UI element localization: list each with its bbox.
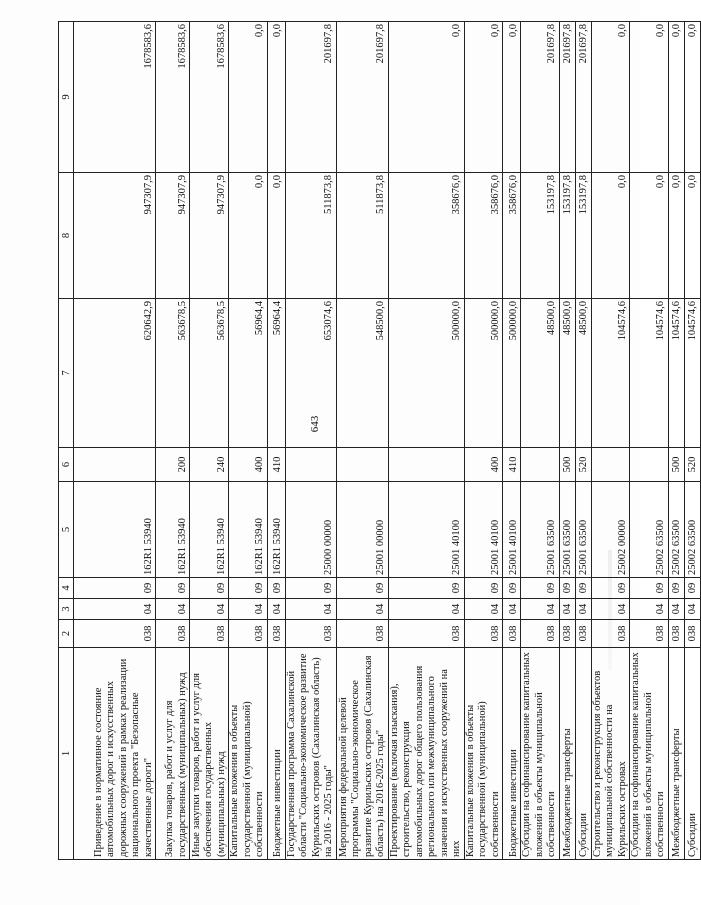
section-cell: 04 — [74, 599, 156, 620]
row-name-cell: Мероприятия федеральной целевой программы "Социально-экономическое развитие Курильских островов (Сахалинская область) на 2016-2025 годы" — [336, 648, 388, 860]
expense-type-cell: 240 — [190, 448, 229, 482]
amount-year3-cell: 1678583,6 — [74, 22, 156, 173]
row-name-cell: Государственная программа Сахалинской области "Социально-экономическое развитие Курильских островов (Сахалинская область) на 2016 - 2025 годы" — [285, 648, 336, 860]
target-code-cell: 162R1 53940 — [229, 482, 268, 578]
row-name-cell: Строительство и реконструкция объектов муниципальной собственности на Курильских островах — [591, 648, 630, 860]
amount-year3-cell: 201697,8 — [559, 22, 575, 173]
table-row — [336, 22, 388, 860]
row-name-cell: Межбюджетные трансферты — [668, 648, 684, 860]
amount-year1-cell: 548500,0 — [336, 299, 388, 448]
amount-year2-cell: 153197,8 — [521, 173, 560, 299]
budget-table — [58, 21, 701, 860]
amount-year2-cell: 153197,8 — [575, 173, 591, 299]
budget-table-container — [58, 22, 698, 860]
column-header: 2 — [59, 620, 74, 648]
row-name-cell: Капитальные вложения в объекты государственной (муниципальной) собственности — [464, 648, 503, 860]
ministry-code-cell: 038 — [190, 620, 229, 648]
table-row — [521, 22, 560, 860]
ministry-code-cell: 038 — [74, 620, 156, 648]
amount-year3-cell: 0,0 — [464, 22, 503, 173]
expense-type-cell: 520 — [684, 448, 700, 482]
subsection-cell: 09 — [591, 578, 630, 599]
target-code-cell: 25001 40100 — [464, 482, 503, 578]
subsection-cell: 09 — [575, 578, 591, 599]
expense-type-cell — [630, 448, 669, 482]
row-name-cell: Иные закупки товаров, работ и услуг для обеспечения государственных (муниципальных) нужд — [190, 648, 229, 860]
amount-year2-cell: 947307,9 — [190, 173, 229, 299]
amount-year2-cell: 0,0 — [591, 173, 630, 299]
subsection-cell: 09 — [503, 578, 521, 599]
target-code-cell: 25002 63500 — [684, 482, 700, 578]
amount-year2-cell: 358676,0 — [464, 173, 503, 299]
table-row — [464, 22, 503, 860]
expense-type-cell — [285, 448, 336, 482]
section-cell: 04 — [229, 599, 268, 620]
expense-type-cell: 500 — [668, 448, 684, 482]
amount-year2-cell: 0,0 — [668, 173, 684, 299]
amount-year2-cell: 947307,9 — [156, 173, 190, 299]
amount-year2-cell: 511873,8 — [285, 173, 336, 299]
column-header: 9 — [59, 22, 74, 173]
amount-year1-cell: 48500,0 — [521, 299, 560, 448]
amount-year3-cell: 1678583,6 — [190, 22, 229, 173]
subsection-cell: 09 — [190, 578, 229, 599]
ministry-code-cell: 038 — [521, 620, 560, 648]
table-row — [668, 22, 684, 860]
ministry-code-cell: 038 — [630, 620, 669, 648]
section-cell: 04 — [559, 599, 575, 620]
target-code-cell: 162R1 53940 — [267, 482, 285, 578]
row-name-cell: Приведение в нормативное состояние автомобильных дорог и искусственных дорожных сооружений в рамках реализации национального проекта "Безопасные качественные дороги" — [74, 648, 156, 860]
ministry-code-cell: 038 — [267, 620, 285, 648]
amount-year1-cell: 104574,6 — [684, 299, 700, 448]
subsection-cell: 09 — [464, 578, 503, 599]
amount-year1-cell: 500000,0 — [388, 299, 464, 448]
expense-type-cell: 410 — [267, 448, 285, 482]
amount-year3-cell: 201697,8 — [285, 22, 336, 173]
target-code-cell: 25001 40100 — [503, 482, 521, 578]
table-row — [575, 22, 591, 860]
target-code-cell: 25002 00000 — [591, 482, 630, 578]
ministry-code-cell: 038 — [559, 620, 575, 648]
subsection-cell: 09 — [559, 578, 575, 599]
table-row — [388, 22, 464, 860]
amount-year3-cell: 0,0 — [267, 22, 285, 173]
amount-year2-cell: 0,0 — [630, 173, 669, 299]
subsection-cell: 09 — [630, 578, 669, 599]
expense-type-cell — [591, 448, 630, 482]
ministry-code-cell: 038 — [503, 620, 521, 648]
amount-year1-cell: 56964,4 — [229, 299, 268, 448]
section-cell: 04 — [336, 599, 388, 620]
table-body — [74, 22, 701, 860]
target-code-cell: 25002 63500 — [630, 482, 669, 578]
subsection-cell: 09 — [267, 578, 285, 599]
subsection-cell: 09 — [229, 578, 268, 599]
table-row — [591, 22, 630, 860]
column-header: 1 — [59, 648, 74, 860]
table-row — [559, 22, 575, 860]
row-name-cell: Бюджетные инвестиции — [267, 648, 285, 860]
expense-type-cell — [336, 448, 388, 482]
amount-year1-cell: 48500,0 — [575, 299, 591, 448]
row-name-cell: Субсидии на софинансирование капитальных вложений в объекты муниципальной собственности — [630, 648, 669, 860]
expense-type-cell: 500 — [559, 448, 575, 482]
amount-year1-cell: 500000,0 — [464, 299, 503, 448]
target-code-cell: 25000 00000 — [285, 482, 336, 578]
column-header: 6 — [59, 448, 74, 482]
row-name-cell: Субсидии — [684, 648, 700, 860]
table-row — [684, 22, 700, 860]
ministry-code-cell: 038 — [336, 620, 388, 648]
subsection-cell: 09 — [285, 578, 336, 599]
row-name-cell: Бюджетные инвестиции — [503, 648, 521, 860]
column-header: 7 — [59, 299, 74, 448]
target-code-cell: 25001 63500 — [521, 482, 560, 578]
amount-year2-cell: 511873,8 — [336, 173, 388, 299]
expense-type-cell — [388, 448, 464, 482]
row-name-cell: Закупка товаров, работ и услуг для государственных (муниципальных) нужд — [156, 648, 190, 860]
section-cell: 04 — [285, 599, 336, 620]
amount-year1-cell: 48500,0 — [559, 299, 575, 448]
amount-year1-cell: 653074,6 — [285, 299, 336, 448]
amount-year2-cell: 947307,9 — [74, 173, 156, 299]
table-row — [190, 22, 229, 860]
amount-year2-cell: 358676,0 — [388, 173, 464, 299]
section-cell: 04 — [388, 599, 464, 620]
ministry-code-cell: 038 — [388, 620, 464, 648]
section-cell: 04 — [156, 599, 190, 620]
ministry-code-cell: 038 — [464, 620, 503, 648]
amount-year1-cell: 563678,5 — [190, 299, 229, 448]
section-cell: 04 — [267, 599, 285, 620]
amount-year2-cell: 0,0 — [229, 173, 268, 299]
amount-year2-cell: 358676,0 — [503, 173, 521, 299]
row-name-cell: Субсидии — [575, 648, 591, 860]
expense-type-cell: 410 — [503, 448, 521, 482]
section-cell: 04 — [668, 599, 684, 620]
amount-year3-cell: 0,0 — [684, 22, 700, 173]
expense-type-cell: 400 — [229, 448, 268, 482]
table-row — [156, 22, 190, 860]
amount-year3-cell: 1678583,6 — [156, 22, 190, 173]
subsection-cell: 09 — [336, 578, 388, 599]
column-header: 4 — [59, 578, 74, 599]
section-cell: 04 — [503, 599, 521, 620]
expense-type-cell: 400 — [464, 448, 503, 482]
amount-year1-cell: 563678,5 — [156, 299, 190, 448]
amount-year3-cell: 0,0 — [630, 22, 669, 173]
target-code-cell: 25001 40100 — [388, 482, 464, 578]
ministry-code-cell: 038 — [684, 620, 700, 648]
expense-type-cell — [521, 448, 560, 482]
section-cell: 04 — [575, 599, 591, 620]
row-name-cell: Межбюджетные трансферты — [559, 648, 575, 860]
subsection-cell: 09 — [388, 578, 464, 599]
expense-type-cell — [74, 448, 156, 482]
table-row — [74, 22, 156, 860]
section-cell: 04 — [190, 599, 229, 620]
subsection-cell: 09 — [684, 578, 700, 599]
table-row — [285, 22, 336, 860]
amount-year1-cell: 56964,4 — [267, 299, 285, 448]
ministry-code-cell: 038 — [285, 620, 336, 648]
target-code-cell: 25001 63500 — [575, 482, 591, 578]
expense-type-cell: 520 — [575, 448, 591, 482]
ministry-code-cell: 038 — [229, 620, 268, 648]
table-row — [229, 22, 268, 860]
amount-year3-cell: 201697,8 — [336, 22, 388, 173]
expense-type-cell: 200 — [156, 448, 190, 482]
table-row — [503, 22, 521, 860]
subsection-cell: 09 — [521, 578, 560, 599]
row-name-cell: Капитальные вложения в объекты государственной (муниципальной) собственности — [229, 648, 268, 860]
amount-year3-cell: 201697,8 — [575, 22, 591, 173]
ministry-code-cell: 038 — [156, 620, 190, 648]
subsection-cell: 09 — [668, 578, 684, 599]
amount-year1-cell: 620642,9 — [74, 299, 156, 448]
amount-year2-cell: 153197,8 — [559, 173, 575, 299]
amount-year1-cell: 104574,6 — [591, 299, 630, 448]
row-name-cell: Субсидии на софинансирование капитальных вложений в объекты муниципальной собственности — [521, 648, 560, 860]
ministry-code-cell: 038 — [575, 620, 591, 648]
column-header: 5 — [59, 482, 74, 578]
amount-year2-cell: 0,0 — [267, 173, 285, 299]
amount-year1-cell: 104574,6 — [630, 299, 669, 448]
section-cell: 04 — [464, 599, 503, 620]
target-code-cell: 162R1 53940 — [190, 482, 229, 578]
amount-year3-cell: 201697,8 — [521, 22, 560, 173]
page-number: 643 — [309, 415, 321, 433]
header-row — [59, 22, 74, 860]
ministry-code-cell: 038 — [591, 620, 630, 648]
subsection-cell: 09 — [156, 578, 190, 599]
target-code-cell: 25001 00000 — [336, 482, 388, 578]
section-cell: 04 — [591, 599, 630, 620]
row-name-cell: Проектирование (включая изыскания), строительство, реконструкция автомобильных дорог общего пользования регионального или межмуниципального значения и искусственных сооружений на них — [388, 648, 464, 860]
amount-year3-cell: 0,0 — [668, 22, 684, 173]
amount-year1-cell: 500000,0 — [503, 299, 521, 448]
target-code-cell: 25002 63500 — [668, 482, 684, 578]
ministry-code-cell: 038 — [668, 620, 684, 648]
section-cell: 04 — [630, 599, 669, 620]
amount-year3-cell: 0,0 — [388, 22, 464, 173]
column-header: 8 — [59, 173, 74, 299]
amount-year3-cell: 0,0 — [591, 22, 630, 173]
section-cell: 04 — [521, 599, 560, 620]
target-code-cell: 162R1 53940 — [156, 482, 190, 578]
target-code-cell: 162R1 53940 — [74, 482, 156, 578]
section-cell: 04 — [684, 599, 700, 620]
table-row — [267, 22, 285, 860]
table-row — [630, 22, 669, 860]
column-header: 3 — [59, 599, 74, 620]
amount-year3-cell: 0,0 — [503, 22, 521, 173]
amount-year3-cell: 0,0 — [229, 22, 268, 173]
target-code-cell: 25001 63500 — [559, 482, 575, 578]
amount-year1-cell: 104574,6 — [668, 299, 684, 448]
amount-year2-cell: 0,0 — [684, 173, 700, 299]
subsection-cell: 09 — [74, 578, 156, 599]
